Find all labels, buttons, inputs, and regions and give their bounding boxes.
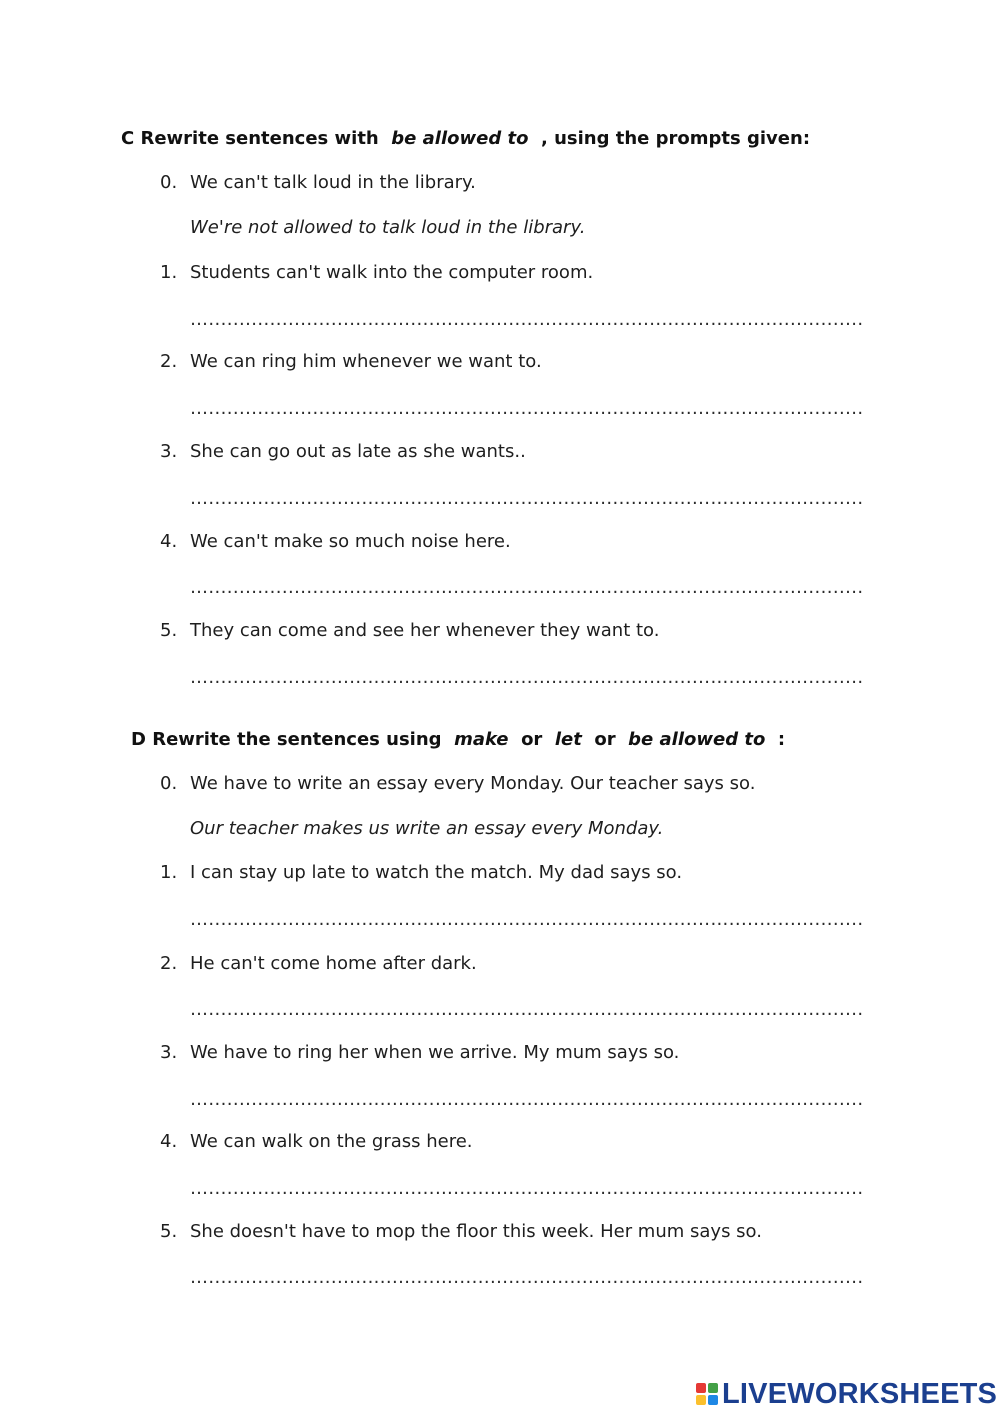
item-text: She can go out as late as she wants..: [190, 441, 526, 462]
logo-square-red: [696, 1383, 706, 1393]
section-c-title: [121, 128, 810, 149]
logo-square-blue: [708, 1395, 718, 1405]
item-number: 2.: [160, 953, 178, 974]
section-d-title-or-2: or: [581, 729, 629, 750]
item-number: 3.: [160, 441, 178, 462]
section-d-answer-line-5[interactable]: ….....................................…..........................................…......................: [190, 1267, 864, 1288]
item-number: 1.: [160, 262, 178, 283]
section-c-item-5: [160, 620, 659, 641]
section-c-item-4: [160, 531, 511, 552]
section-c-item-2: [160, 351, 542, 372]
section-d-item-1: [160, 862, 682, 883]
item-text: They can come and see her whenever they want to.: [190, 620, 660, 641]
section-d-answer-line-1[interactable]: ….....................................…..........................................…......................: [190, 909, 864, 930]
section-c-answer-line-4[interactable]: ….....................................…..........................................…......................: [190, 577, 864, 598]
section-c-answer-line-5[interactable]: ….....................................…..........................................…......................: [190, 667, 864, 688]
section-d-item-4: [160, 1131, 473, 1152]
section-d-item-3: [160, 1042, 679, 1063]
section-d-example-answer: Our teacher makes us write an essay every Monday.: [190, 818, 664, 839]
section-c-example: [160, 172, 476, 193]
item-text: We have to write an essay every Monday. Our teacher says so.: [190, 773, 756, 794]
item-number: 1.: [160, 862, 178, 883]
item-text: She doesn't have to mop the floor this week. Her mum says so.: [190, 1221, 762, 1242]
section-c-title-emphasis: be allowed to: [391, 128, 529, 149]
section-d-title-suffix: :: [765, 729, 786, 750]
section-d-title-or-1: or: [508, 729, 555, 750]
item-text: Students can't walk into the computer room.: [190, 262, 594, 283]
section-d-answer-line-3[interactable]: ….....................................…..........................................…......................: [190, 1089, 864, 1110]
section-c-title-suffix: , using the prompts given:: [528, 128, 811, 149]
section-c-item-3: [160, 441, 526, 462]
section-c-item-1: [160, 262, 593, 283]
section-c-answer-line-1[interactable]: ….....................................…..........................................…......................: [190, 309, 864, 330]
section-d-title-make: make: [454, 729, 509, 750]
item-text: We can ring him whenever we want to.: [190, 351, 542, 372]
section-d-title-prefix: D Rewrite the sentences using: [131, 729, 455, 750]
item-number: 0.: [160, 773, 178, 794]
item-text: We have to ring her when we arrive. My mum says so.: [190, 1042, 680, 1063]
item-text: We can't talk loud in the library.: [190, 172, 476, 193]
section-c-answer-line-2[interactable]: ….....................................…..........................................…......................: [190, 398, 864, 419]
section-d-example: [160, 773, 755, 794]
logo-text: LIVEWORKSHEETS: [722, 1377, 998, 1410]
item-number: 5.: [160, 620, 178, 641]
section-d-item-5: [160, 1221, 762, 1242]
liveworksheets-logo-icon: [696, 1383, 718, 1405]
section-d-answer-line-2[interactable]: ….....................................…..........................................…......................: [190, 999, 864, 1020]
section-c-answer-line-3[interactable]: ….....................................…..........................................…......................: [190, 488, 864, 509]
item-text: He can't come home after dark.: [190, 953, 477, 974]
item-number: 0.: [160, 172, 178, 193]
section-d-answer-line-4[interactable]: ….....................................…..........................................…......................: [190, 1178, 864, 1199]
item-number: 4.: [160, 531, 178, 552]
section-c-title-prefix: C Rewrite sentences with: [121, 128, 392, 149]
liveworksheets-logo[interactable]: [696, 1379, 997, 1409]
section-d-title: [131, 729, 785, 750]
section-d-title-be-allowed-to: be allowed to: [628, 729, 766, 750]
item-number: 4.: [160, 1131, 178, 1152]
item-text: We can't make so much noise here.: [190, 531, 511, 552]
item-number: 2.: [160, 351, 178, 372]
logo-square-green: [708, 1383, 718, 1393]
section-d-item-2: [160, 953, 477, 974]
section-c-example-answer: We're not allowed to talk loud in the library.: [190, 217, 586, 238]
item-number: 5.: [160, 1221, 178, 1242]
item-number: 3.: [160, 1042, 178, 1063]
item-text: We can walk on the grass here.: [190, 1131, 473, 1152]
section-d-title-let: let: [554, 729, 582, 750]
item-text: I can stay up late to watch the match. My dad says so.: [190, 862, 683, 883]
logo-square-yellow: [696, 1395, 706, 1405]
